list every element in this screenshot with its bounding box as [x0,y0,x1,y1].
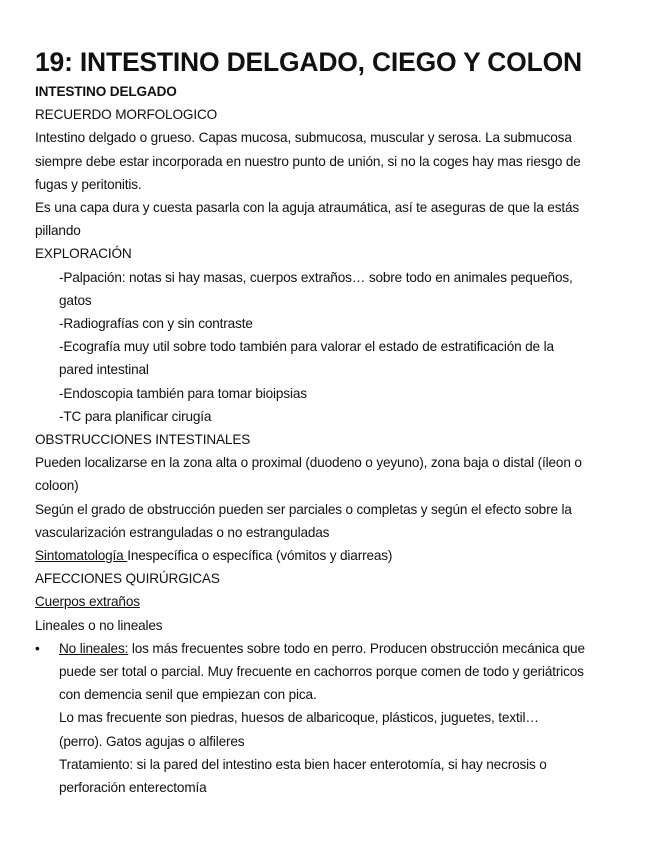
exploration-item: -Radiografías con y sin contraste [59,316,253,332]
text-line: pillando [35,223,81,239]
exploration-item: pared intestinal [59,362,149,378]
text-line: Intestino delgado o grueso. Capas mucosa, submucosa, muscular y serosa. La submucosa [35,130,572,146]
subheading-cuerpos-extranos: Cuerpos extraños [35,594,140,610]
text-line: Según el grado de obstrucción pueden ser parciales o completas y según el efecto sobre la [35,501,572,517]
exploration-item: -Endoscopia también para tomar bioipsias [59,385,307,401]
bullet-item [35,637,620,799]
bullet-text: los más frecuentes sobre todo en perro. Producen obstrucción mecánica que [128,640,585,656]
sintomatologia-line [35,544,620,567]
bullet-icon: • [35,640,40,656]
heading-afecciones: AFECCIONES QUIRÚRGICAS [35,571,220,587]
exploration-item: -Ecografía muy util sobre todo también para valorar el estado de estratificación de la [59,339,554,355]
text-line: vascularización estranguladas o no estranguladas [35,524,330,540]
exploration-item: gatos [59,292,92,308]
heading-exploracion: EXPLORACIÓN [35,246,132,262]
text-line: siempre debe estar incorporada en nuestro punto de unión, si no la coges hay mas riesgo de [35,153,581,169]
sintomatologia-label: Sintomatología [35,548,128,564]
text-line: Pueden localizarse en la zona alta o proximal (duodeno o yeyuno), zona baja o distal (íleon o [35,455,582,471]
bullet-label: No lineales: [59,640,129,656]
document-title: 19: INTESTINO DELGADO, CIEGO Y COLON [35,47,582,77]
text-line: Es una capa dura y cuesta pasarla con la aguja atraumática, así te aseguras de que la estás [35,200,580,216]
sintomatologia-text: Inespecífica o específica (vómitos y diarreas) [127,548,393,564]
section-title: INTESTINO DELGADO [35,84,177,99]
bullet-line: con demencia senil que empiezan con pica. [59,687,317,703]
bullet-first-line [59,637,585,660]
heading-obstrucciones: OBSTRUCCIONES INTESTINALES [35,432,251,448]
bullet-line: (perro). Gatos agujas o alfileres [59,733,245,749]
bullet-line: Lo mas frecuente son piedras, huesos de albaricoque, plásticos, juguetes, textil… [59,710,539,726]
exploration-item: -TC para planificar cirugía [59,408,212,424]
bullet-line: perforación enterectomía [59,780,207,796]
heading-recuerdo: RECUERDO MORFOLOGICO [35,107,218,123]
bullet-line: puede ser total o parcial. Muy frecuente en cachorros porque comen de todo y geriátricos [59,664,584,680]
bullet-line: Tratamiento: si la pared del intestino esta bien hacer enterotomía, si hay necrosis o [59,756,547,772]
bullet-content [59,637,585,799]
text-line: fugas y peritonitis. [35,176,142,192]
exploration-item: -Palpación: notas si hay masas, cuerpos extraños… sobre todo en animales pequeños, [59,269,573,285]
text-line: coloon) [35,478,79,494]
text-line: Lineales o no lineales [35,617,163,633]
